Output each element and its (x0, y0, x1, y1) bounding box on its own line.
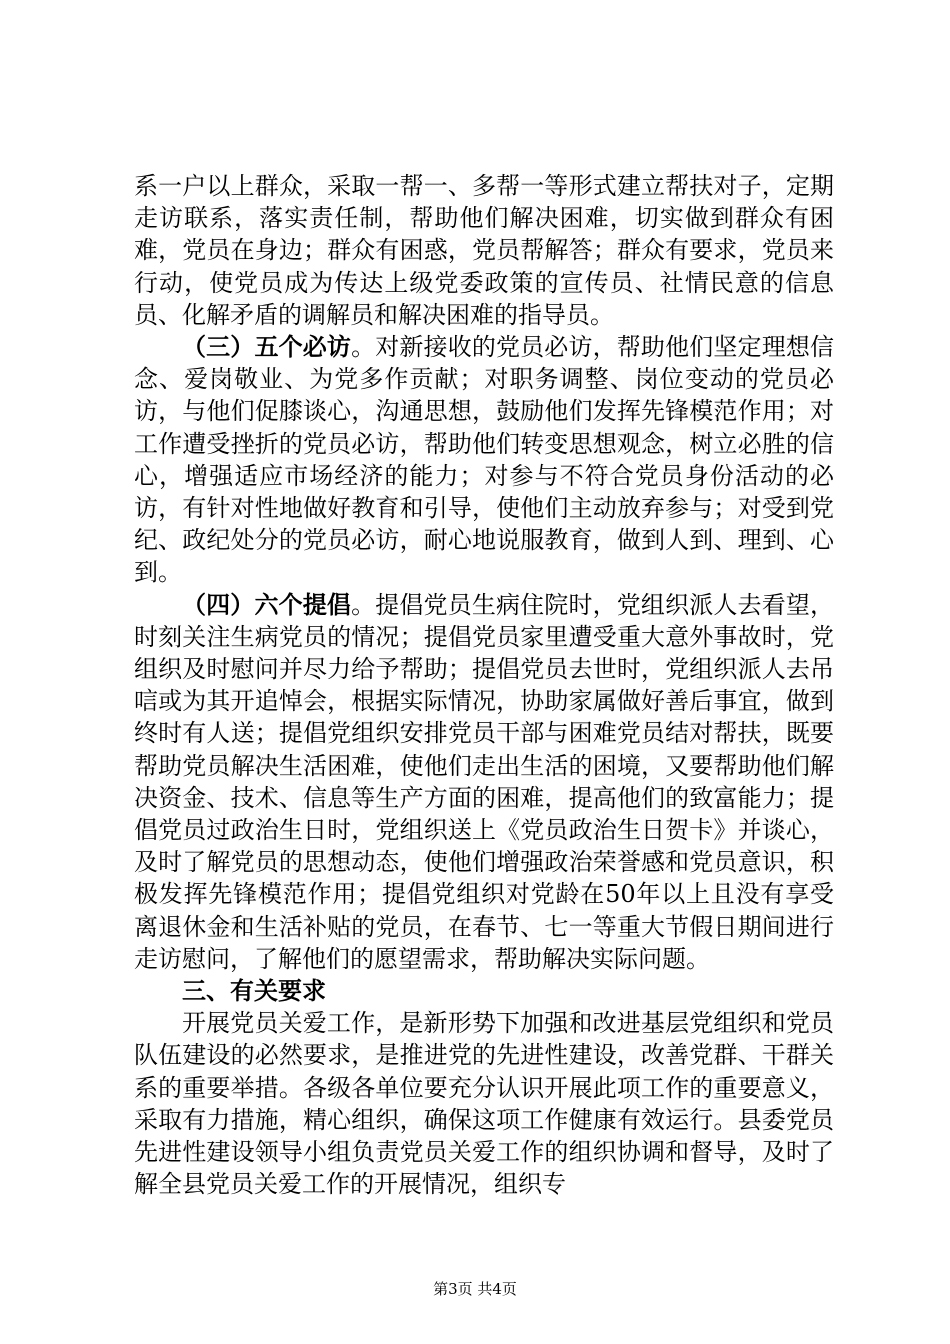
heading-five-visits: （三）五个必访 (182, 333, 352, 362)
paragraph-six-advocacies-body: 。提倡党员生病住院时，党组织派人去看望，时刻关注生病党员的情况；提倡党员家里遭受重大意外事故时，党组织及时慰问并尽力给予帮助；提倡党员去世时，党组织派人去吊唁或为其开追悼会，根据实际情况，协助家属做好善后事宜，做到终时有人送；提倡党组织安排党员干部与困难党员结对帮扶，既要帮助党员解决生活困难，使他们走出生活的困境，又要帮助他们解决资金、技术、信息等生产方面的困难，提高他们的致富能力；提倡党员过政治生日时，党组织送上《党员政治生日贺卡》并谈心，及时了解党员的思想动态，使他们增强政治荣誉感和党员意识，积极发挥先锋模范作用；提倡党组织对党龄在50年以上且没有享受离退休金和生活补贴的党员，在春节、七一等重大节假日期间进行走访慰问，了解他们的愿望需求，帮助解决实际问题。 (134, 590, 834, 973)
paragraph-five-visits (134, 331, 834, 589)
document-body (134, 170, 834, 1201)
paragraph-continuation: 系一户以上群众，采取一帮一、多帮一等形式建立帮扶对子，定期走访联系，落实责任制，帮助他们解决困难，切实做到群众有困难，党员在身边；群众有困惑，党员帮解答；群众有要求，党员来行动，使党员成为传达上级党委政策的宣传员、社情民意的信息员、化解矛盾的调解员和解决困难的指导员。 (134, 172, 834, 329)
paragraph-requirements: 开展党员关爱工作，是新形势下加强和改进基层党组织和党员队伍建设的必然要求，是推进党的先进性建设，改善党群、干群关系的重要举措。各级各单位要充分认识开展此项工作的重要意义，采取有力措施，精心组织，确保这项工作健康有效运行。县委党员先进性建设领导小组负责党员关爱工作的组织协调和督导，及时了解全县党员关爱工作的开展情况，组织专 (134, 1009, 834, 1199)
page-number-footer: 第3页 共4页 (433, 1280, 517, 1298)
heading-six-advocacies: （四）六个提倡 (182, 590, 352, 619)
paragraph-five-visits-body: 。对新接收的党员必访，帮助他们坚定理想信念、爱岗敬业、为党多作贡献；对职务调整、岗位变动的党员必访，与他们促膝谈心，沟通思想，鼓励他们发挥先锋模范作用；对工作遭受挫折的党员必访，帮助他们转变思想观念，树立必胜的信心，增强适应市场经济的能力；对参与不符合党员身份活动的必访，有针对性地做好教育和引导，使他们主动放弃参与；对受到党纪、政纪处分的党员必访，耐心地说服教育，做到人到、理到、心到。 (134, 333, 834, 587)
paragraph-six-advocacies (134, 589, 834, 975)
section-heading-requirements: 三、有关要求 (182, 977, 326, 1006)
